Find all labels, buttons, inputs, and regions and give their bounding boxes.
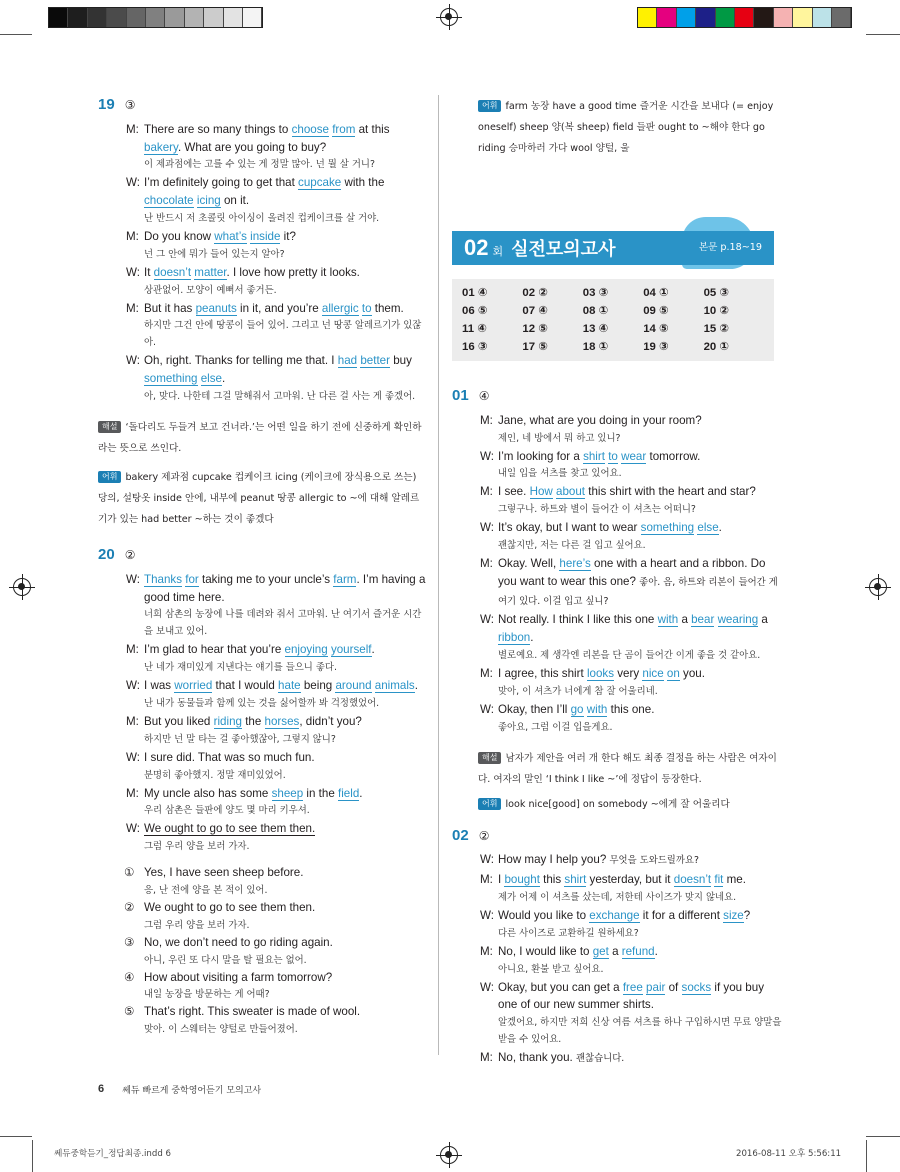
color-swatch	[638, 8, 657, 27]
color-swatch	[793, 8, 812, 27]
gray-swatch	[146, 8, 165, 27]
speaker: M:	[480, 413, 493, 427]
translation: 알겠어요, 하지만 저희 신상 여름 셔츠를 하나 구입하시면 무료 양말을 받을 수 있어요.	[498, 1017, 782, 1046]
translation: 넌 그 안에 뭐가 들어 있는지 알아?	[144, 248, 285, 260]
answer-cell: 13 ④	[582, 323, 609, 335]
gray-swatch	[204, 8, 223, 27]
dialogue-line: M: Do you know what’s inside it? 넌 그 안에 뭐가 들어 있는지 알아?	[98, 228, 428, 263]
test-header	[452, 217, 774, 269]
registration-mark-icon	[440, 1146, 458, 1164]
crop-mark	[0, 34, 32, 35]
gray-swatch	[49, 8, 68, 27]
answer-cell: 08 ①	[582, 305, 609, 317]
translation: 제가 어제 이 셔츠를 샀는데, 저한테 사이즈가 맞지 않네요.	[498, 891, 737, 903]
translation: 상관없어. 모양이 예뻐서 좋거든.	[144, 284, 277, 296]
answer-cell: 15 ②	[703, 323, 730, 335]
dialogue-line: M: I see. How about this shirt with the heart and star? 그렇구나. 하트와 별이 들어간 이 셔츠는 어떠니?	[452, 483, 782, 518]
book-title: 쎄듀 빠르게 중학영어듣기 모의고사	[122, 1086, 262, 1096]
answer-cell: 03 ③	[582, 287, 609, 299]
translation: 그럼 우리 양을 보러 가자.	[144, 919, 250, 931]
speaker: W:	[126, 354, 140, 368]
translation: 그렇구나. 하트와 별이 들어간 이 셔츠는 어떠니?	[498, 504, 696, 516]
explanation-tag: 해설	[478, 752, 501, 764]
color-swatch	[677, 8, 696, 27]
speaker: M:	[480, 666, 493, 680]
dialogue-line: M: But it has peanuts in it, and you’re allergic to them. 하지만 그건 안에 땅콩이 들어 있어. 그리고 넌 땅콩 알레르기가 있잖아.	[98, 300, 428, 352]
speaker: M:	[480, 485, 493, 499]
grayscale-bar	[48, 7, 263, 28]
color-swatch	[716, 8, 735, 27]
translation: 난 반드시 저 초콜릿 아이싱이 올려진 컵케이크를 살 거야.	[144, 212, 380, 224]
dialogue-line: W: Oh, right. Thanks for telling me that. I had better buy something else. 아, 맞다. 나한테 그걸 말해줘서 고마워. 난 다른 걸 사는 게 좋겠어.	[98, 352, 428, 405]
question-answer: ④	[478, 389, 490, 403]
gray-swatch	[165, 8, 184, 27]
translation: 내일 농장을 방문하는 게 어때?	[144, 989, 270, 1001]
gray-swatch	[127, 8, 146, 27]
dialogue-line: W: Okay, but you can get a free pair of socks if you buy one of our new summer shirts. 알겠어요, 하지만 저희 신상 여름 셔츠를 하나 구입하시면 무료 양말을 받을 수 있어요.	[452, 979, 782, 1049]
question-20-header	[98, 546, 428, 565]
translation: 너희 삼촌의 농장에 나를 데려와 줘서 고마워. 난 여기서 즐거운 시간을 보내고 있어.	[144, 609, 422, 638]
answer-cell: 02 ②	[522, 287, 548, 299]
crop-mark	[866, 1140, 867, 1172]
registration-mark-icon	[13, 578, 31, 596]
answer-cell: 06 ⑤	[462, 305, 488, 317]
dialogue-line: W: Thanks for taking me to your uncle’s farm. I’m having a good time here. 너희 삼촌의 농장에 나를 데려와 줘서 고마워. 난 여기서 즐거운 시간을 보내고 있어.	[98, 571, 428, 641]
answer-cell: 09 ⑤	[643, 305, 669, 317]
gray-swatch	[107, 8, 126, 27]
answer-option: ② We ought to go to see them then. 그럼 우리 양을 보러 가자.	[98, 899, 428, 934]
color-swatch	[754, 8, 773, 27]
translation: 난 네가 재미있게 지낸다는 얘기를 들으니 좋다.	[144, 662, 337, 674]
gray-swatch	[243, 8, 262, 27]
dialogue-line: W: I was worried that I would hate being around animals. 난 내가 동물들과 함께 있는 것을 싫어할까 봐 걱정했었어.	[98, 677, 428, 712]
question-answer: ②	[478, 828, 490, 843]
dialogue-line: M: Okay. Well, here’s one with a heart and a ribbon. Do you want to wear this one? 좋아. 음, 하트와 리본이 들어간 게 여기 있다. 이걸 입고 싶니?	[480, 556, 778, 607]
speaker: M:	[480, 556, 493, 570]
explanation-tag: 해설	[98, 421, 121, 433]
question-01-header	[452, 387, 782, 406]
speaker: W:	[126, 679, 140, 693]
answer-option: ③ No, we don’t need to go riding again. 아니, 우린 또 다시 말을 탈 필요는 없어.	[98, 934, 428, 969]
translation: 난 내가 동물들과 함께 있는 것을 싫어할까 봐 걱정했었어.	[144, 697, 380, 709]
translation: 우리 삼촌은 들판에 양도 몇 마리 키우셔.	[144, 805, 310, 817]
translation: 괜찮습니다.	[575, 1053, 625, 1065]
speaker: M:	[480, 944, 493, 958]
speaker: W:	[126, 176, 140, 190]
answer-cell: 04 ①	[643, 287, 669, 299]
dialogue-line: W: I sure did. That was so much fun. 분명히 좋아했지. 정말 재미있었어.	[98, 749, 428, 784]
color-swatch	[832, 8, 851, 27]
question-answer: ③	[124, 98, 136, 112]
speaker: W:	[480, 853, 494, 867]
answer-option: ⑤ That’s right. This sweater is made of wool. 맞아. 이 스웨터는 양털로 만들어졌어.	[98, 1003, 428, 1038]
dialogue-line: W: It’s okay, but I want to wear something else. 괜찮지만, 저는 다른 걸 입고 싶어요.	[452, 519, 782, 554]
answer-cell: 12 ⑤	[522, 323, 548, 335]
speaker: M:	[126, 786, 139, 800]
translation: 괜찮지만, 저는 다른 걸 입고 싶어요.	[498, 539, 646, 551]
right-column	[452, 96, 782, 1069]
speaker: M:	[126, 714, 139, 728]
dialogue-line: M: But you liked riding the horses, didn’t you? 하지만 넌 말 타는 걸 좋아했잖아, 그렇지 않니?	[98, 713, 428, 748]
translation: 아니요, 환불 받고 싶어요.	[498, 963, 604, 975]
speaker: W:	[126, 265, 140, 279]
speaker: W:	[126, 572, 140, 586]
gray-swatch	[185, 8, 204, 27]
color-swatch	[657, 8, 676, 27]
speaker: M:	[480, 1051, 493, 1065]
question-number: 01	[452, 387, 469, 404]
dialogue-line: W: We ought to go to see them then. 그럼 우리 양을 보러 가자.	[98, 820, 428, 855]
vocabulary-tag: 어휘	[478, 798, 501, 810]
translation: 아니, 우린 또 다시 말을 탈 필요는 없어.	[144, 954, 307, 966]
dialogue-line: M: Jane, what are you doing in your room? 제인, 네 방에서 뭐 하고 있니?	[452, 412, 782, 447]
vocabulary-note: 어휘 bakery 제과점 cupcake 컵케이크 icing (케이크에 장식용으로 쓰는) 당의, 설탕옷 inside 안에, 내부에 peanut 땅콩 allergic to ~에 대해 알레르기가 있는 had better ~하는 것이 좋겠다	[98, 471, 420, 525]
answer-cell: 16 ③	[462, 341, 488, 353]
left-column	[98, 96, 428, 1038]
speaker: W:	[126, 750, 140, 764]
color-bar	[637, 7, 852, 28]
question-02-header	[452, 827, 782, 846]
translation: 별로예요. 제 생각엔 리본을 단 곰이 들어간 이게 좋을 것 같아요.	[498, 649, 761, 661]
question-answer: ②	[124, 547, 136, 562]
speaker: M:	[126, 643, 139, 657]
explanation-note: 해설 남자가 제안을 여러 개 한다 해도 최종 결정을 하는 사람은 여자이다. 여자의 말인 ‘I think I like ~’에 정답이 등장한다.	[478, 752, 777, 785]
dialogue-line: W: It doesn’t matter. I love how pretty it looks. 상관없어. 모양이 예뻐서 좋거든.	[98, 264, 428, 299]
crop-mark	[0, 1136, 32, 1137]
color-swatch	[735, 8, 754, 27]
translation: 하지만 그건 안에 땅콩이 들어 있어. 그리고 넌 땅콩 알레르기가 있잖아.	[144, 320, 422, 349]
crop-mark	[32, 1140, 33, 1172]
answer-cell: 11 ④	[462, 323, 487, 335]
question-number: 02	[452, 826, 469, 844]
translation: 무엇을 도와드릴까요?	[609, 855, 699, 867]
answer-cell: 18 ①	[582, 341, 609, 353]
translation: 맞아, 이 셔츠가 너에게 참 잘 어울리네.	[498, 685, 658, 697]
registration-mark-icon	[869, 578, 887, 596]
translation: 맞아. 이 스웨터는 양털로 만들어졌어.	[144, 1024, 298, 1036]
page-footer	[98, 1083, 261, 1096]
speaker: W:	[480, 521, 494, 535]
color-swatch	[696, 8, 715, 27]
dialogue-line: W: I’m definitely going to get that cupcake with the chocolate icing on it. 난 반드시 저 초콜릿 아이싱이 올려진 컵케이크를 살 거야.	[98, 174, 428, 227]
page-reference: 본문 p.18~19	[698, 242, 762, 253]
color-swatch	[813, 8, 832, 27]
color-swatch	[774, 8, 793, 27]
speaker: W:	[480, 702, 494, 716]
answer-cell: 10 ②	[703, 305, 730, 317]
answer-cell: 05 ③	[703, 287, 730, 299]
translation: 그럼 우리 양을 보러 가자.	[144, 841, 250, 853]
translation: 응, 난 전에 양을 본 적이 있어.	[144, 884, 268, 896]
dialogue-line: M: My uncle also has some sheep in the field. 우리 삼촌은 들판에 양도 몇 마리 키우셔.	[98, 785, 428, 820]
translation: 아, 맞다. 나한테 그걸 말해줘서 고마워. 난 다른 걸 사는 게 좋겠어.	[144, 390, 416, 402]
answer-cell: 20 ①	[703, 341, 730, 353]
gray-swatch	[224, 8, 243, 27]
dialogue-line: W: How may I help you? 무엇을 도와드릴까요?	[452, 851, 782, 870]
slug-filename: 쎄듀중학듣기_정답최종.indd 6	[54, 1149, 171, 1159]
dialogue-line: M: There are so many things to choose from at this bakery. What are you going to buy? 이 제과점에는 고를 수 있는 게 정말 많아. 넌 뭘 살 거니?	[98, 121, 428, 174]
speaker: M:	[126, 301, 139, 315]
dialogue-line: W: Not really. I think I like this one with a bear wearing a ribbon. 별로예요. 제 생각엔 리본을 단 곰이 들어간 이게 좋을 것 같아요.	[452, 611, 782, 664]
question-number: 20	[98, 545, 115, 563]
vocabulary-note: 어휘 look nice[good] on somebody ~에게 잘 어울리다	[452, 794, 782, 815]
dialogue-line: M: I’m glad to hear that you’re enjoying yourself. 난 네가 재미있게 지낸다는 얘기를 들으니 좋다.	[98, 641, 428, 676]
translation: 제인, 네 방에서 뭐 하고 있니?	[498, 432, 621, 444]
speaker: W:	[480, 449, 494, 463]
answer-cell: 19 ③	[643, 341, 669, 353]
gray-swatch	[68, 8, 87, 27]
answer-cell: 14 ⑤	[643, 323, 669, 335]
page-number: 6	[98, 1083, 105, 1095]
speaker: W:	[480, 613, 494, 627]
test-title: 02 회 실전모의고사	[464, 235, 616, 260]
answer-cell: 07 ④	[522, 305, 548, 317]
explanation-note: 해설 ‘돌다리도 두들겨 보고 건너라.’는 어떤 일을 하기 전에 신중하게 확인하라는 뜻으로 쓰인다.	[98, 421, 422, 454]
answer-cell: 17 ⑤	[522, 341, 548, 353]
translation: 다른 사이즈로 교환하길 원하세요?	[498, 927, 639, 939]
dialogue-line: M: No, I would like to get a refund. 아니요, 환불 받고 싶어요.	[452, 943, 782, 978]
dialogue-line: W: Okay, then I’ll go with this one. 좋아요, 그럼 이걸 입을게요.	[452, 701, 782, 736]
question-19-header	[98, 96, 428, 115]
answer-cell: 01 ④	[462, 287, 488, 299]
speaker: W:	[480, 980, 494, 994]
translation: 좋아. 음, 하트와 리본이 들어간 게 여기 있다. 이걸 입고 싶니?	[498, 576, 778, 607]
registration-mark-icon	[440, 8, 458, 26]
speaker: W:	[480, 908, 494, 922]
vocabulary-tag: 어휘	[478, 100, 501, 112]
translation: 이 제과점에는 고를 수 있는 게 정말 많아. 넌 뭘 살 거니?	[144, 159, 375, 171]
speaker: W:	[126, 822, 140, 836]
crop-mark	[866, 1136, 900, 1137]
translation: 내일 입을 셔츠를 찾고 있어요.	[498, 468, 622, 480]
speaker: M:	[126, 122, 139, 136]
dialogue-line: M: I bought this shirt yesterday, but it doesn’t fit me. 제가 어제 이 셔츠를 샀는데, 저한테 사이즈가 맞지 않네요.	[452, 871, 782, 906]
answer-key-table	[452, 279, 774, 361]
speaker: M:	[126, 229, 139, 243]
gray-swatch	[88, 8, 107, 27]
dialogue-line: M: I agree, this shirt looks very nice on you. 맞아, 이 셔츠가 너에게 참 잘 어울리네.	[452, 665, 782, 700]
crop-mark	[866, 34, 900, 35]
translation: 좋아요, 그럼 이걸 입을게요.	[498, 721, 613, 733]
speaker: M:	[480, 873, 493, 887]
translation: 분명히 좋아했지. 정말 재미있었어.	[144, 769, 286, 781]
answer-option: ④ How about visiting a farm tomorrow? 내일 농장을 방문하는 게 어때?	[98, 969, 428, 1004]
column-divider	[438, 95, 439, 1055]
dialogue-line: M: No, thank you. 괜찮습니다.	[452, 1049, 782, 1068]
vocabulary-tag: 어휘	[98, 471, 121, 483]
answer-option: ① Yes, I have seen sheep before. 응, 난 전에 양을 본 적이 있어.	[98, 864, 428, 899]
dialogue-line: W: Would you like to exchange it for a different size? 다른 사이즈로 교환하길 원하세요?	[452, 907, 782, 942]
slug-date: 2016-08-11 오후 5:56:11	[736, 1149, 842, 1159]
vocabulary-note: 어휘 farm 농장 have a good time 즐거운 시간을 보내다 (= enjoy oneself) sheep 양(복 sheep) field 들판 ought to ~해야 한다 go riding 승마하러 가다 wool 양털, 울	[478, 101, 774, 154]
dialogue-line: W: I’m looking for a shirt to wear tomorrow. 내일 입을 셔츠를 찾고 있어요.	[452, 448, 782, 483]
translation: 하지만 넌 말 타는 걸 좋아했잖아, 그렇지 않니?	[144, 733, 336, 745]
question-number: 19	[98, 96, 115, 113]
